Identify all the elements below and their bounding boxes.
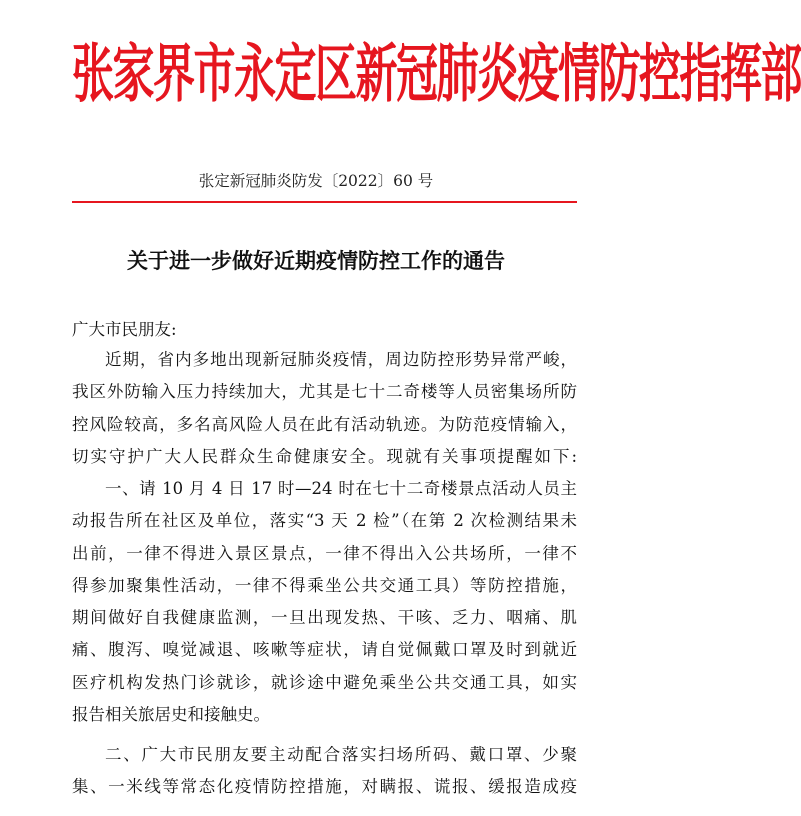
issuing-organization-name: 张家界市永定区新冠肺炎疫情防控指挥部 (72, 37, 801, 111)
paragraph-line: 期间做好自我健康监测，一旦出现发热、干咳、乏力、咽痛、肌 (72, 608, 577, 628)
paragraph-line: 医疗机构发热门诊就诊，就诊途中避免乘坐公共交通工具，如实 (72, 672, 577, 692)
salutation: 广大市民朋友: (72, 320, 177, 339)
paragraph-line: 出前，一律不得进入景区景点，一律不得出入公共场所，一律不 (72, 543, 577, 563)
paragraph-line: 得参加聚集性活动，一律不得乘坐公共交通工具）等防控措施， (72, 575, 577, 595)
paragraph-line: 我区外防输入压力持续加大，尤其是七十二奇楼等人员密集场所防 (72, 382, 577, 402)
paragraph-line: 报告相关旅居史和接触史。 (72, 705, 270, 725)
paragraph-line: 痛、腹泻、嗅觉减退、咳嗽等症状，请自觉佩戴口罩及时到就近 (72, 640, 577, 660)
paragraph-line: 动报告所在社区及单位，落实“3 天 2 检”（在第 2 次检测结果未 (72, 511, 577, 531)
document-title: 关于进一步做好近期疫情防控工作的通告 (127, 248, 505, 273)
paragraph-line: 切实守护广大人民群众生命健康安全。现就有关事项提醒如下: (72, 446, 577, 466)
paragraph-line: 二、广大市民朋友要主动配合落实扫场所码、戴口罩、少聚 (105, 745, 577, 764)
paragraph-item-one (72, 473, 577, 731)
paragraph-line: 集、一米线等常态化疫情防控措施，对瞒报、谎报、缓报造成疫 (72, 777, 577, 797)
paragraph-line: 近期，省内多地出现新冠肺炎疫情，周边防控形势异常严峻， (105, 350, 577, 369)
paragraph-intro (72, 344, 577, 473)
paragraph-item-two (72, 739, 577, 804)
issuing-organization-header (72, 34, 801, 116)
document-number: 张定新冠肺炎防发〔2022〕60 号 (198, 172, 434, 190)
red-separator-rule (72, 201, 577, 203)
paragraph-line: 一、请 10 月 4 日 17 时—24 时在七十二奇楼景点活动人员主 (105, 479, 577, 498)
paragraph-line: 控风险较高，多名高风险人员在此有活动轨迹。为防范疫情输入， (72, 414, 577, 434)
